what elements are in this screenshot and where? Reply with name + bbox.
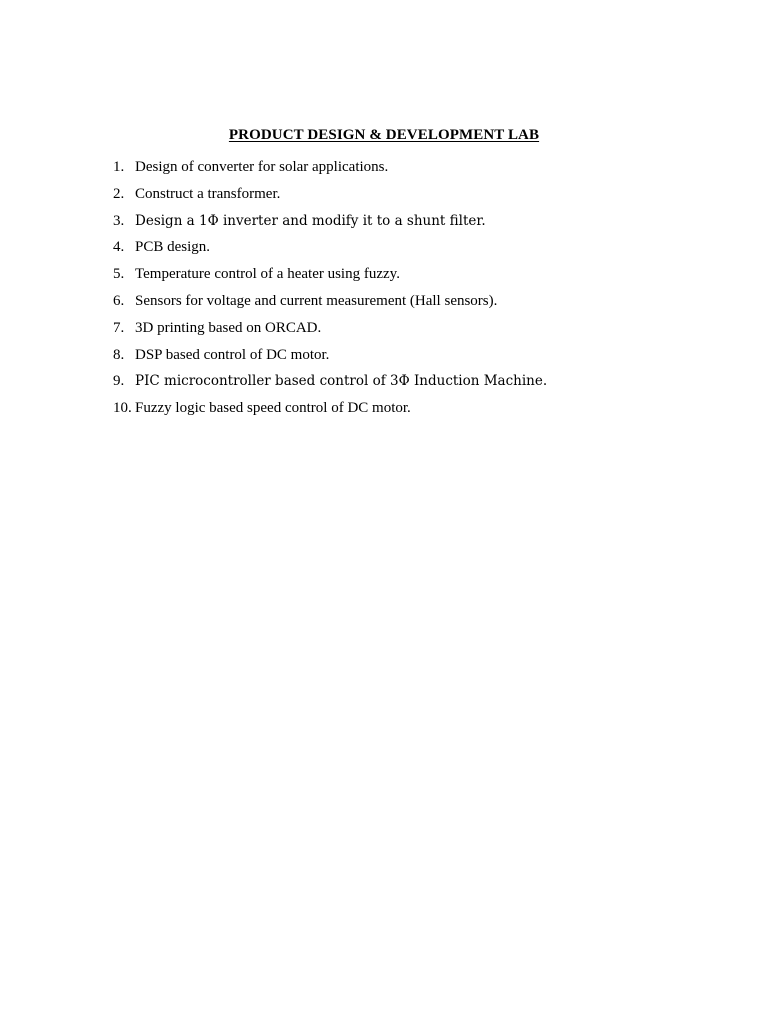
list-item-number: 2. — [113, 185, 125, 202]
list-item — [113, 291, 547, 318]
list-item-text: Construct a transformer. — [135, 185, 281, 202]
list-item-text: DSP based control of DC motor. — [135, 346, 330, 363]
list-item-number: 8. — [113, 346, 125, 363]
list-item — [113, 237, 547, 264]
list-item-text: Design of converter for solar applications. — [135, 159, 389, 175]
page-title: PRODUCT DESIGN & DEVELOPMENT LAB — [228, 127, 540, 143]
list-item-text: Fuzzy logic based speed control of DC motor. — [135, 400, 411, 417]
list-item-text: PIC microcontroller based control of 3Φ Induction Machine. — [135, 373, 548, 390]
list-item-number: 5. — [113, 266, 125, 283]
list-item-number: 1. — [113, 159, 125, 175]
list-item — [113, 318, 547, 345]
list-item-number: 7. — [113, 319, 125, 336]
list-item — [113, 345, 547, 372]
list-item-number: 3. — [113, 212, 125, 229]
list-item-text: PCB design. — [135, 239, 211, 256]
list-item — [113, 371, 547, 398]
list-item — [113, 184, 547, 211]
list-item — [113, 157, 547, 184]
list-item-number: 9. — [113, 373, 125, 390]
list-item — [113, 211, 547, 238]
list-item — [113, 264, 547, 291]
list-item-text: Temperature control of a heater using fuzzy. — [135, 266, 400, 283]
list-item-number: 4. — [113, 239, 125, 256]
lab-experiment-list — [113, 157, 547, 425]
list-item-number: 10. — [113, 400, 132, 417]
list-item-text: Sensors for voltage and current measurement (Hall sensors). — [135, 292, 498, 309]
list-item-text: Design a 1Φ inverter and modify it to a shunt filter. — [135, 212, 486, 229]
list-item — [113, 398, 547, 425]
list-item-number: 6. — [113, 292, 125, 309]
list-item-text: 3D printing based on ORCAD. — [135, 319, 322, 336]
